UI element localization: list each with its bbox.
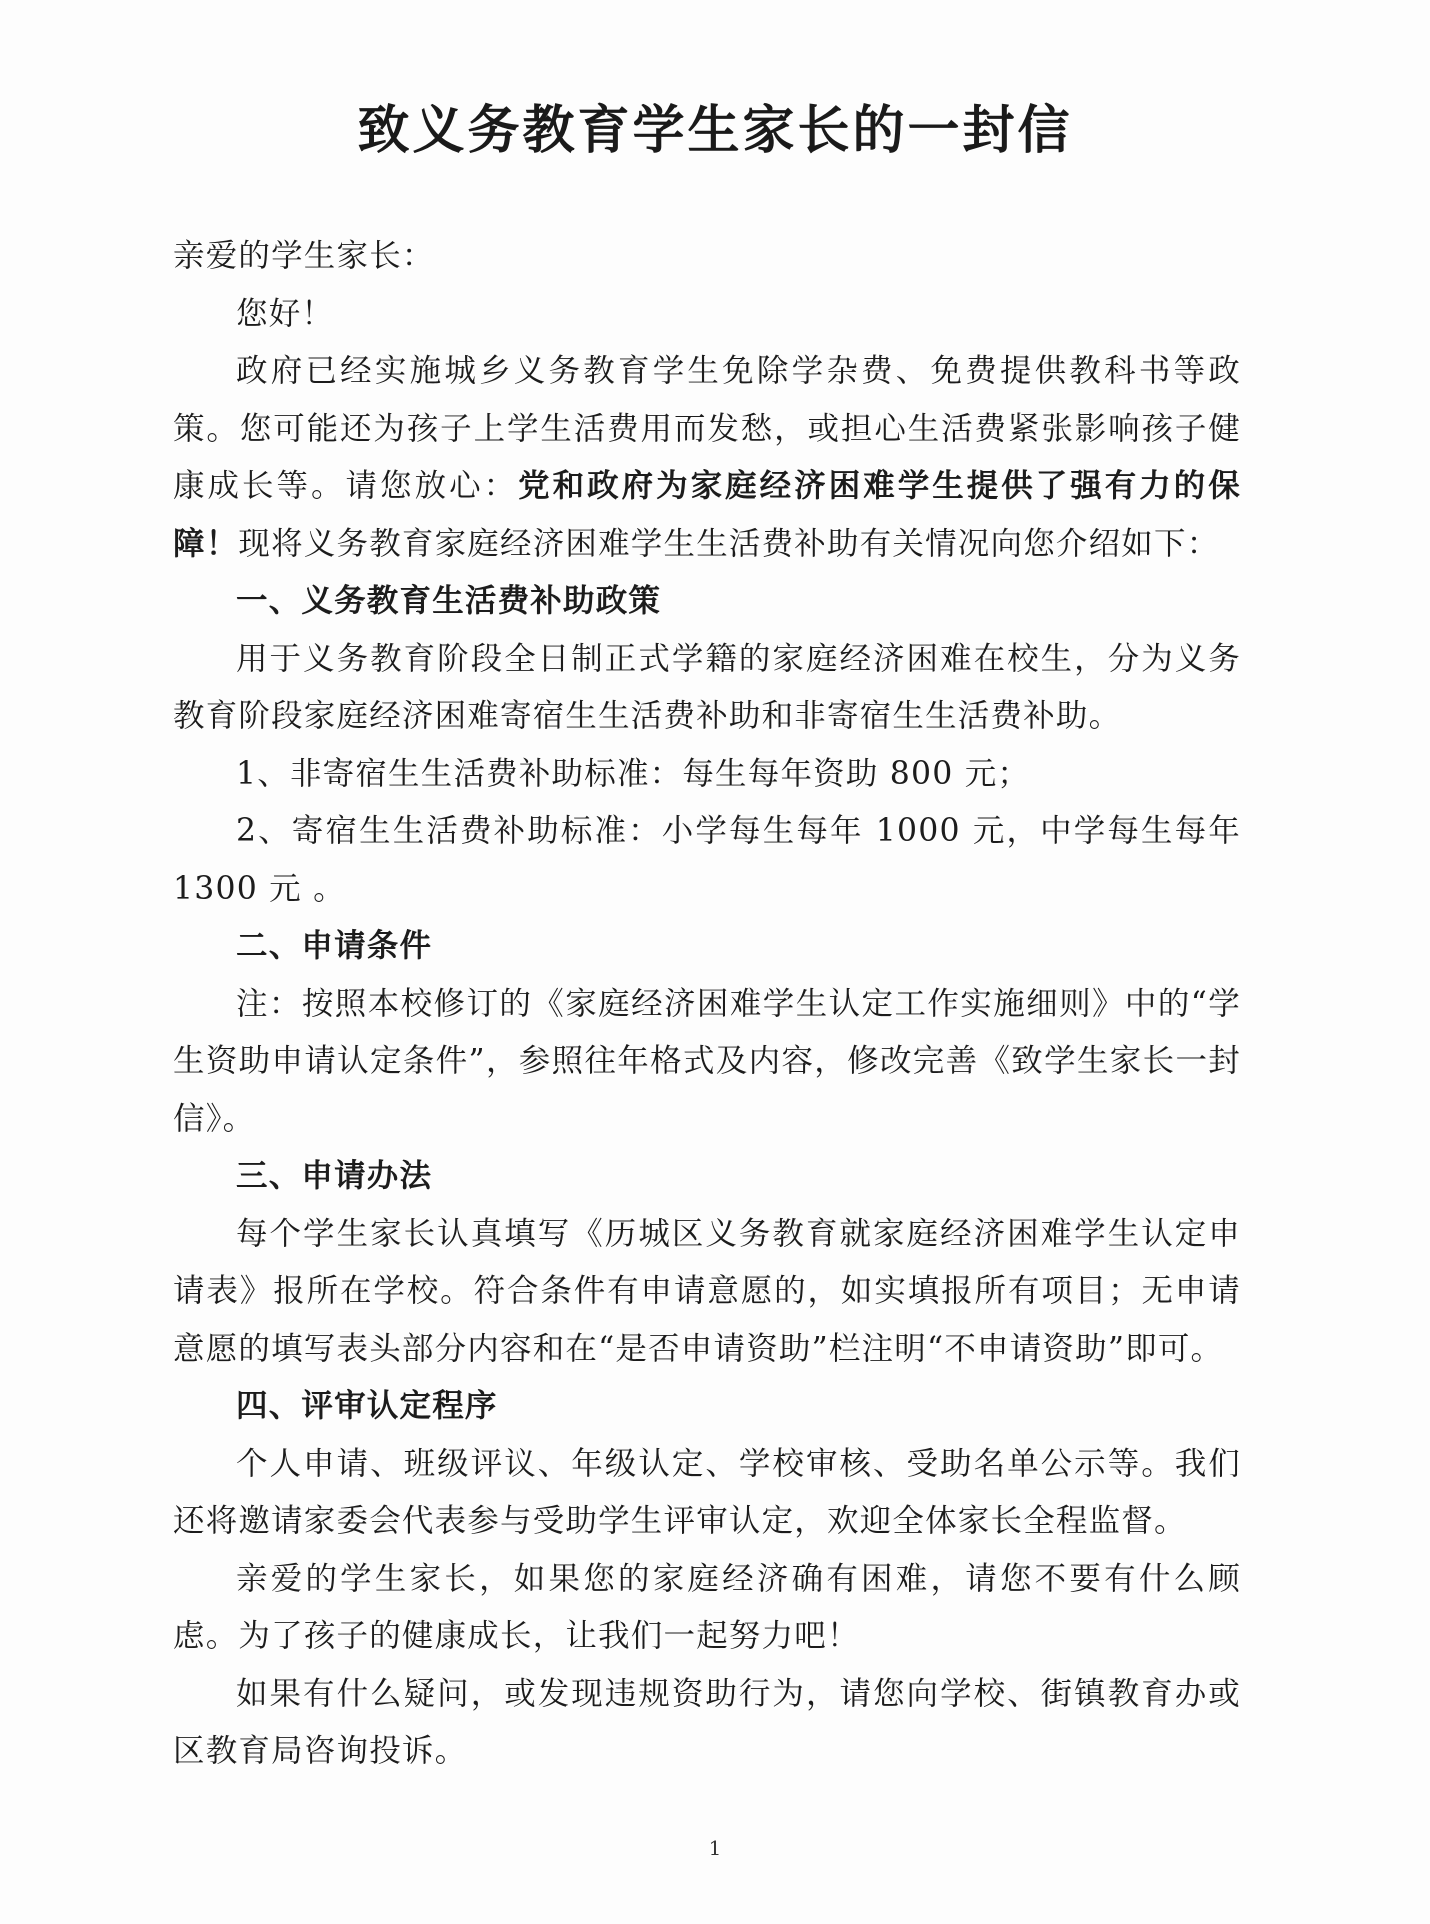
section-paragraph-policy: 用于义务教育阶段全日制正式学籍的家庭经济困难在校生，分为义务教育阶段家庭经济困难寄宿生生活费补助和非寄宿生生活费补助。 <box>173 640 1241 734</box>
section-paragraph-method: 每个学生家长认真填写《历城区义务教育就家庭经济困难学生认定申请表》报所在学校。符合条件有申请意愿的，如实填报所有项目；无申请意愿的填写表头部分内容和在“是否申请资助”栏注明“不申请资助”即可。 <box>173 1215 1241 1367</box>
section-heading-policy: 一、义务教育生活费补助政策 <box>236 583 662 619</box>
section-paragraph-procedure: 个人申请、班级评议、年级认定、学校审核、受助名单公示等。我们还将邀请家委会代表参与受助学生评审认定，欢迎全体家长全程监督。 <box>173 1445 1241 1539</box>
contact-paragraph: 如果有什么疑问，或发现违规资助行为，请您向学校、街镇教育办或区教育局咨询投诉。 <box>173 1675 1241 1769</box>
section-heading-conditions: 二、申请条件 <box>236 928 433 964</box>
document-title: 致义务教育学生家长的一封信 <box>357 101 1073 161</box>
section-heading-method: 三、申请办法 <box>236 1158 433 1194</box>
page-number: 1 <box>708 1836 722 1860</box>
salutation: 亲爱的学生家长： <box>173 238 435 274</box>
section-note-conditions: 注：按照本校修订的《家庭经济困难学生认定工作实施细则》中的“学生资助申请认定条件”，参照往年格式及内容，修改完善《致学生家长一封信》。 <box>173 985 1241 1137</box>
section-heading-procedure: 四、评审认定程序 <box>236 1388 498 1424</box>
letter-body <box>173 228 1241 1781</box>
list-item-boarding: 2、寄宿生生活费补助标准：小学每生每年 1000 元，中学每生每年 1300 元 。 <box>173 813 1241 907</box>
closing-paragraph: 亲爱的学生家长，如果您的家庭经济确有困难，请您不要有什么顾虑。为了孩子的健康成长，让我们一起努力吧！ <box>173 1560 1241 1654</box>
intro-paragraph <box>173 343 1241 573</box>
list-item-nonboarding: 1、非寄宿生生活费补助标准：每生每年资助 800 元； <box>236 755 1031 792</box>
intro-text: 政府已经实施城乡义务教育学生免除学杂费、免费提供教科书等政策。您可能还为孩子上学生活费用而发愁，或担心生活费紧张影响孩子健康成长等。请您放心： <box>173 353 1241 504</box>
intro-text-continued: 现将义务教育家庭经济困难学生生活费补助有关情况向您介绍如下： <box>238 525 1220 562</box>
greeting: 您好！ <box>236 295 335 332</box>
intro-emphasis: 党和政府为家庭经济困难学生提供了强有力的保障！ <box>173 468 1241 562</box>
